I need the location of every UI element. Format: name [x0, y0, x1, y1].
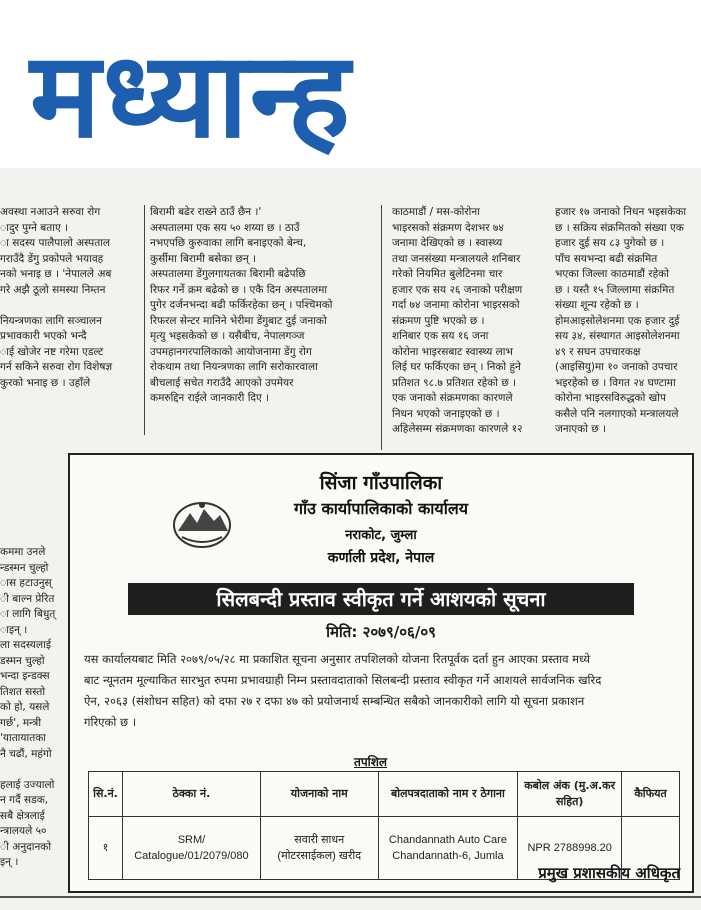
article-line: ४९ र सघन उपचारकक्ष [555, 345, 641, 358]
article-line: सबै क्षेत्रलाई [0, 809, 45, 822]
article-line: कोरोना भाइरसविरुद्धको खोप [555, 392, 666, 404]
article-line: न्डस्मन चुल्हो [0, 561, 49, 574]
article-line: न्त्रालयले ५० [0, 825, 47, 837]
column-rule [381, 205, 382, 450]
article-column-covid [392, 205, 542, 450]
article-line: गरेको नियमित बुलेटिनमा चार [392, 268, 503, 280]
table-cell: सवारी साधन (मोटरसाईकल) खरीद [260, 817, 378, 880]
article-line: निधन भएको जनाइएको छ । [392, 407, 500, 420]
article-line: नियन्त्रणका लागि सञ्चालन [0, 314, 102, 327]
article-line: भएका जिल्ला काठमाडौं रहेको [555, 268, 669, 280]
article-line: एक जनाको संक्रमणका कारणले [392, 392, 513, 404]
article-line: शनिबार एक सय १६ जना [392, 330, 489, 342]
article-line: प्रभावकारी भएको भन्दै [0, 330, 87, 342]
article-line: अस्पतालमा डेंगुलगायतका बिरामी बढेपछि [150, 268, 306, 280]
article-line: हजार एक सय २६ जनाको परीक्षण [392, 283, 523, 296]
article-line: गराउँदै डेंगु प्रकोपले भयावह [0, 252, 104, 265]
article-line: भाइरसको संक्रमण देशभर ७४ [392, 221, 504, 234]
article-line: ा लागि बिधुत् [0, 608, 56, 620]
article-line: प्रतिशत ९८.७ प्रतिशत रहेको छ । [392, 376, 517, 389]
article-line: ास हटाउनुस् [0, 577, 52, 589]
article-line: को हो, यसले [0, 701, 50, 713]
article-line: पुगेर दर्जनभन्दा बढी फर्किरहेका छन् । पश्चिमको [150, 299, 333, 311]
article-line [0, 298, 140, 314]
notice-body [84, 649, 680, 733]
office-title: गाँउ कार्यापालिकाको कार्यालय [294, 499, 468, 518]
table-cell: SRM/ Catalogue/01/2079/080 [122, 817, 260, 880]
article-line: पाँच सयभन्दा बढी संक्रमित [555, 252, 658, 265]
article-line: जनामा देखिएको छ । स्वास्थ्य [392, 237, 503, 249]
article-line: ाई खोजेर नष्ट गरेमा एडल्ट [0, 345, 104, 358]
article-line: ी बाल्न प्रेरित [0, 592, 55, 605]
article-line: अस्पतालमा एक सय ५० शय्या छ । ठाउँ [150, 221, 300, 234]
notice-body-line: गरिएको छ । [84, 715, 137, 729]
article-line: 'यातायातका [0, 732, 46, 744]
article-line: ादुर पुग्ने बताए । [0, 221, 69, 234]
notice-body-line: ऐन, २०६३ (संशोधन सहित) को दफा २७ र दफा ४७ को प्रयोजनार्थ सम्बन्धित सबैको जानकारीको लागि यो सूचना प्रकाशन [84, 694, 585, 708]
article-line: गर्न सकिने सरुवा रोग विशेषज्ञ [0, 361, 113, 373]
notice-date: मिति: २०७९/०६/०९ [326, 623, 436, 641]
article-line: होमआइसोलेशनमा एक हजार दुई [555, 314, 680, 327]
article-line: कमरुद्दिन राईले जानकारी दिए । [150, 392, 270, 404]
article-line: उपमहानगरपालिकाको आयोजनामा डेंगु रोग [150, 345, 312, 358]
column-rule [144, 205, 145, 435]
page-bottom-rule [0, 896, 701, 898]
office-address: नराकोट, जुम्ला [345, 528, 417, 543]
article-line: अहिलेसम्म संक्रमणका कारणले १२ [392, 423, 523, 435]
article-line: न गर्दै सडक, [0, 794, 49, 806]
article-line: कममा उनले [0, 546, 46, 558]
table-cell: NPR 2788998.20 [518, 817, 622, 880]
table-header-cell: ठेक्का नं. [122, 772, 260, 817]
article-column-left-bottom [0, 545, 66, 885]
table-cell: १ [89, 817, 123, 880]
article-line: बीचलाई सचेत गराउँदै आएको उपमेयर [150, 376, 294, 389]
article-line: सय ३४, संस्थागत आइसोलेशनमा [555, 330, 680, 342]
article-line: गर्छ', मन्त्री [0, 716, 42, 729]
article-line: नै चढौं, महंगो [0, 747, 52, 760]
article-line: रिफरल सेन्टर मानिने भेरीमा डेंगुबाट दुई जनाको [150, 314, 327, 327]
table-header-row [89, 772, 680, 817]
article-line: इन् । [0, 856, 19, 868]
article-line: छ । यस्तै १५ जिल्लामा संक्रमित [555, 283, 675, 296]
article-line: ाइन् । [0, 623, 28, 636]
table-header-cell: कैफियत [622, 772, 680, 817]
article-line: ला सदस्यलाई [0, 639, 52, 651]
article-line [0, 762, 66, 778]
newspaper-title: मध्यान्ह [30, 26, 352, 164]
article-line: काठमाडौं / मस-कोरोना [392, 206, 480, 218]
article-line: तिशत सस्तो [0, 685, 46, 698]
article-line: कसैले पनि नलगाएको मन्त्रालयले [555, 407, 679, 420]
article-line: रोकथाम तथा नियन्त्रणका लागि सरोकारवाला [150, 361, 318, 373]
notice-banner: सिलबन्दी प्रस्ताव स्वीकृत गर्ने आशयको सूचना [128, 583, 634, 615]
article-line: रिफर गर्ने क्रम बढेको छ । एकै दिन अस्पतालमा [150, 283, 328, 296]
article-line: मृत्यु भइसकेको छ । यसैबीच, नेपालगञ्ज [150, 330, 305, 342]
masthead [0, 0, 701, 168]
article-line: भन्दा इन्डक्स [0, 670, 50, 682]
article-line: तथा जनसंख्या मन्त्रालयले शनिबार [392, 252, 521, 265]
table-caption: तपशिल [354, 755, 388, 769]
article-column-covid-cont [555, 205, 701, 450]
office-province: कर्णाली प्रदेश, नेपाल [327, 550, 435, 566]
article-line: छ । सक्रिय संक्रमितको संख्या एक [555, 221, 684, 234]
article-line: लिई घर फर्किएका छन् । निको हुने [392, 361, 521, 373]
article-line: डस्मन चुल्हो [0, 654, 45, 667]
article-line: गरे अझै ठूलो समस्या निम्तन [0, 283, 106, 296]
table-header-cell: सि.नं. [89, 772, 123, 817]
article-line: हलाई उज्यालो [0, 778, 55, 791]
article-line: ा सदस्य पालैपालो अस्पताल [0, 237, 111, 249]
signature: प्रमुख प्रशासकीय अधिकृत [538, 864, 680, 882]
article-line: बिरामी बढेर राख्ने ठाउँ छैन ।' [150, 206, 262, 218]
article-line: ी अनुदानको [0, 840, 52, 853]
table-cell: Chandannath Auto Care Chandannath-6, Jumla [378, 817, 518, 880]
table-header-cell: योजनाको नाम [260, 772, 378, 817]
article-line: अवस्था नआउने सरुवा रोग [0, 206, 101, 218]
table-header-cell: बोलपत्रदाताको नाम र ठेगाना [378, 772, 518, 817]
article-line: भइरहेको छ । विगत २४ घण्टामा [555, 376, 676, 389]
notice-body-line: यस कार्यालयबाट मिति २०७९/०५/२८ मा प्रकाशित सूचना अनुसार तपशिलको योजना रितपूर्वक दर्ता हुन आएका प्रस्ताव मध्ये [84, 652, 591, 666]
article-column-left [0, 205, 140, 435]
article-line: कुरको भनाइ छ । उहाँले [0, 376, 91, 389]
article-line: गर्दा ७४ जनामा कोरोना भाइरसको [392, 299, 520, 311]
article-column-middle [150, 205, 372, 435]
public-notice [68, 453, 694, 893]
article-line: नभएपछि कुरुवाका लागि बनाइएको बेन्च, [150, 237, 307, 249]
notice-body-line: बाट न्यूनतम मूल्याकित सारभुत रुपमा प्रभावग्राही निम्न प्रस्तावदाताको सिलबन्दी प्रस्ताव स्वीकृत गर्ने आशयले सार्वजनिक खरिद [84, 673, 602, 687]
nepal-emblem-icon [170, 497, 234, 549]
article-line: कोरोना भाइरसबाट स्वास्थ्य लाभ [392, 345, 513, 358]
office-name: सिंजा गाँउपालिका [319, 472, 443, 494]
article-line: (आइसियु)मा १० जनाको उपचार [555, 361, 678, 373]
article-line: कुर्सीमा बिरामी बसेका छन् । [150, 252, 257, 265]
article-line: हजार १७ जनाको निधन भइसकेका [555, 206, 687, 218]
article-line: हजार दुई सय ८३ पुगेको छ । [555, 237, 665, 249]
article-line: नको भनाइ छ । 'नेपालले अब [0, 268, 112, 280]
article-line: जनाएको छ । [555, 423, 606, 435]
article-line: संख्या शून्य रहेको छ । [555, 299, 639, 311]
article-line: संक्रमण पुष्टि भएको छ । [392, 314, 485, 327]
table-header-cell: कबोल अंक (मु.अ.कर सहित) [518, 772, 622, 817]
